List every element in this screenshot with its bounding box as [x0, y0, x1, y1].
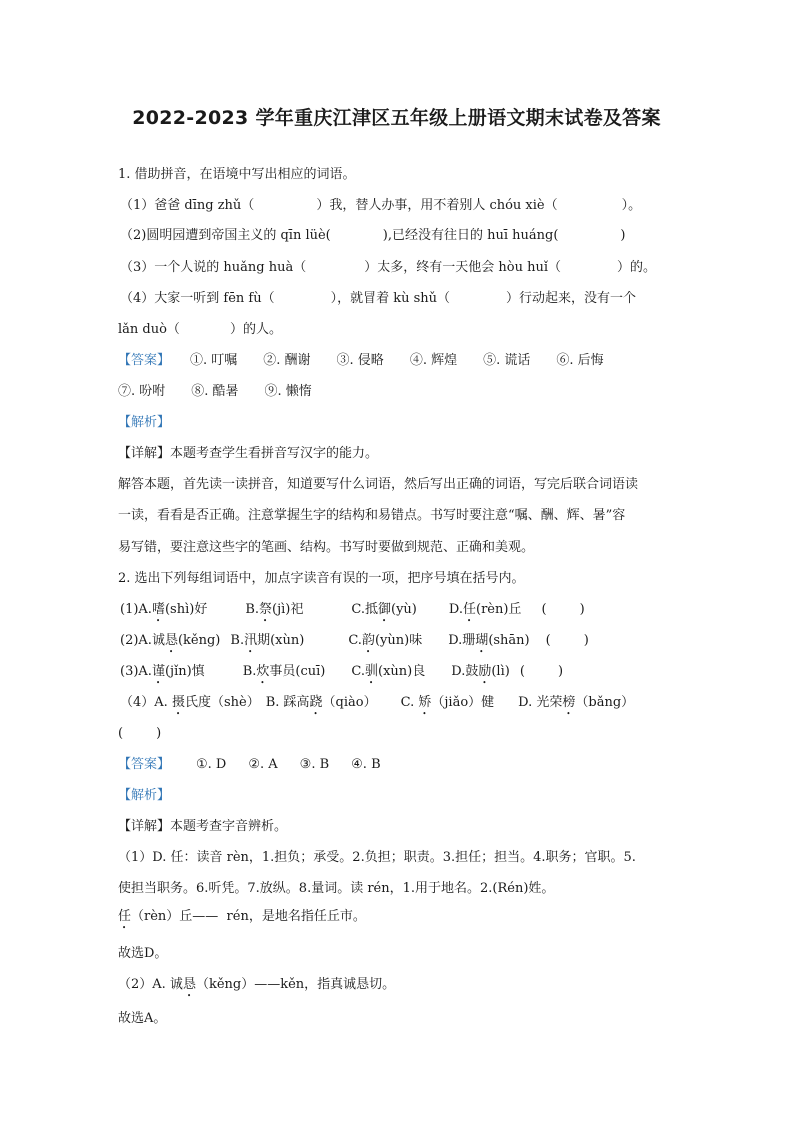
option-b-prefix: B. — [245, 602, 260, 617]
q1-analysis-label: 【解析】 — [118, 415, 171, 430]
q1-answer-6: ⑥. 后悔 — [556, 353, 604, 368]
option-b-prefix: B. 踩高 — [265, 695, 310, 710]
q1-item-2-part-c: ) — [620, 228, 626, 243]
q1-answer-3: ③. 侵略 — [336, 353, 384, 368]
q2-group-4 — [120, 694, 634, 718]
dotted-char: 任 — [118, 909, 132, 924]
q2-group-2-num: (2) — [120, 633, 139, 648]
dotted-char: 韵 — [361, 633, 375, 648]
dotted-char: 榜 — [562, 695, 576, 710]
q1-answer-2: ②. 酬谢 — [263, 353, 311, 368]
q1-item-1-part-b: ）我，替人办事，用不着别人 chóu xiè（ — [316, 198, 558, 213]
dotted-char: 祭 — [259, 602, 273, 617]
q1-item-4-continued — [118, 321, 282, 339]
q1-item-1 — [120, 197, 641, 215]
q1-answer-7: ⑦. 吩咐 — [118, 384, 166, 399]
q1-answer-5: ⑤. 谎话 — [483, 353, 531, 368]
option-a-suffix: (shì)好 — [164, 602, 208, 617]
option-c-suffix: （jiǎo）健 — [431, 695, 495, 710]
option-a-suffix: 氏度（shè） — [184, 695, 260, 710]
option-c-suffix: (yù) — [391, 602, 417, 617]
q1-item-3-part-b: ）太多，终有一天他会 hòu huǐ（ — [364, 260, 561, 275]
answer-blank: ( ) — [519, 664, 564, 679]
option-c-prefix: C.抵 — [351, 602, 378, 617]
option-d-suffix: （bǎng） — [575, 695, 635, 710]
option-d-prefix: D. 光荣 — [518, 695, 563, 710]
dotted-char: 矫 — [418, 695, 432, 710]
q1-item-4-part-a: （4）大家一听到 fēn fù（ — [120, 291, 275, 306]
q1-answer-8: ⑧. 酷暑 — [191, 384, 239, 399]
option-d-prefix: D. — [448, 602, 463, 617]
dotted-char: 任 — [462, 602, 476, 617]
dotted-char: 恳 — [182, 977, 196, 992]
q2-group-3 — [120, 663, 563, 687]
q1-item-3-part-a: （3）一个人说的 huǎng huà（ — [120, 260, 307, 275]
option-b-suffix: 事员(cuī) — [269, 664, 326, 679]
q1-answer-4: ④. 辉煌 — [409, 353, 458, 368]
q2-stem: 2. 选出下列每组词语中，加点字读音有误的一项，把序号填在括号内。 — [118, 571, 525, 586]
q2-group-1 — [120, 601, 585, 625]
q2-group-3-num: (3) — [120, 664, 139, 679]
dotted-char: 恳 — [164, 633, 178, 648]
q2-group-4-blank: ( ) — [118, 726, 162, 741]
dotted-char: 炊 — [256, 664, 270, 679]
q2-choose-a: 故选A。 — [118, 1011, 167, 1026]
option-d-prefix: D.鼓 — [451, 664, 479, 679]
option-b-suffix: (jì)祀 — [272, 602, 304, 617]
q1-item-4-part-b: ），就冒着 kù shǔ（ — [330, 291, 451, 306]
q1-stem: 1. 借助拼音，在语境中写出相应的词语。 — [118, 167, 356, 182]
q2-answer-4: ④. B — [351, 757, 381, 772]
q2-answer-3: ③. B — [299, 757, 330, 772]
q2-answer-1: ①. D — [196, 757, 227, 772]
item2-prefix: （2）A. 诚 — [118, 977, 183, 992]
q1-explanation-line-1: 解答本题，首先读一读拼音，知道要写什么词语，然后写出正确的词语，写完后联合词语读 — [118, 477, 639, 492]
answer-label: 【答案】 — [118, 353, 171, 368]
q2-group-4-num: （4） — [120, 695, 155, 710]
option-c-suffix: (xùn)良 — [378, 664, 426, 679]
q1-item-2 — [120, 227, 625, 245]
q1-answer-row-1 — [118, 352, 604, 370]
option-a-prefix: A. — [138, 664, 152, 679]
q1-item-1-part-a: （1）爸爸 dīng zhǔ（ — [120, 198, 255, 213]
dotted-char: 摄 — [171, 695, 185, 710]
option-d-prefix: D.珊 — [448, 633, 476, 648]
q2-answer-2: ②. A — [248, 757, 278, 772]
dotted-char: 嗜 — [151, 602, 165, 617]
option-d-suffix: (rèn)丘 — [476, 602, 522, 617]
q1-item-4-part-c: ）行动起来，没有一个 — [506, 291, 637, 306]
dotted-char: 汛 — [244, 633, 258, 648]
q2-answer-row — [118, 756, 381, 774]
option-a-prefix: A. — [154, 695, 172, 710]
q2-group-1-num: (1) — [120, 602, 139, 617]
q1-item-3-part-c: ）的。 — [616, 260, 656, 275]
q1-item-1-part-c: ）。 — [621, 198, 642, 213]
q1-detail: 【详解】本题考查学生看拼音写汉字的能力。 — [118, 446, 379, 461]
option-d-suffix: (lì) — [491, 664, 510, 679]
q2-ren-line — [118, 908, 366, 932]
option-c-prefix: C. — [348, 633, 362, 648]
document-title: 2022-2023 学年重庆江津区五年级上册语文期末试卷及答案 — [132, 107, 661, 129]
option-b-prefix: B. — [230, 633, 245, 648]
ren-explanation: （rèn）丘—— rén，是地名指任丘市。 — [131, 909, 366, 924]
q2-group-2 — [120, 632, 589, 656]
option-a-suffix: (jǐn)慎 — [164, 664, 205, 679]
option-a-prefix: A. — [138, 602, 152, 617]
option-d-suffix: (shān) — [488, 633, 530, 648]
q2-item2-line — [118, 976, 395, 1000]
q2-analysis-label: 【解析】 — [118, 788, 171, 803]
dotted-char: 驯 — [364, 664, 378, 679]
answer-label: 【答案】 — [118, 757, 171, 772]
option-c-suffix: (yùn)味 — [374, 633, 423, 648]
option-c-prefix: C. — [400, 695, 419, 710]
q2-explanation-line-2: 使担当职务。6.听凭。7.放纵。8.量词。读 rén，1.用于地名。2.(Rén)姓。 — [118, 881, 555, 896]
option-a-suffix: (kěng) — [177, 633, 221, 648]
q1-item-5-part-a: lǎn duò（ — [118, 322, 180, 337]
q1-item-2-part-b: ),已经没有往日的 huī huáng( — [382, 228, 559, 243]
item2-suffix: （kěng）——kěn，指真诚恳切。 — [195, 977, 396, 992]
q2-choose-d: 故选D。 — [118, 946, 168, 961]
dotted-char: 御 — [378, 602, 392, 617]
q1-explanation-line-3: 易写错，要注意这些字的笔画、结构。书写时要做到规范、正确和美观。 — [118, 540, 535, 555]
dotted-char: 谨 — [151, 664, 165, 679]
answer-blank: ( ) — [545, 633, 589, 648]
q1-explanation-line-2: 一读，看看是否正确。注意掌握生字的结构和易错点。书写时要注意“嘱、酬、辉、暑”容 — [118, 508, 626, 523]
q2-detail: 【详解】本题考查字音辨析。 — [118, 819, 288, 834]
option-b-suffix: （qiào） — [322, 695, 377, 710]
q1-item-5-part-b: ）的人。 — [229, 322, 282, 337]
q1-answer-1: ①. 叮嘱 — [190, 353, 238, 368]
option-a-prefix: A.诚 — [138, 633, 165, 648]
q1-item-2-part-a: （2)圆明园遭到帝国主义的 qīn lüè( — [120, 228, 331, 243]
q1-answer-row-2 — [118, 383, 312, 401]
q1-item-3 — [120, 259, 656, 277]
dotted-char: 跷 — [309, 695, 323, 710]
dotted-char: 瑚 — [475, 633, 489, 648]
q2-explanation-line-1: （1）D. 任：读音 rèn，1.担负；承受。2.负担；职责。3.担任；担当。4.职务；官职。5. — [118, 850, 636, 865]
option-c-prefix: C. — [351, 664, 365, 679]
option-b-suffix: 期(xùn) — [257, 633, 305, 648]
option-b-prefix: B. — [242, 664, 257, 679]
answer-blank: ( ) — [541, 602, 585, 617]
q1-answer-9: ⑨. 懒惰 — [264, 384, 312, 399]
q1-item-4 — [120, 290, 636, 308]
dotted-char: 励 — [478, 664, 492, 679]
